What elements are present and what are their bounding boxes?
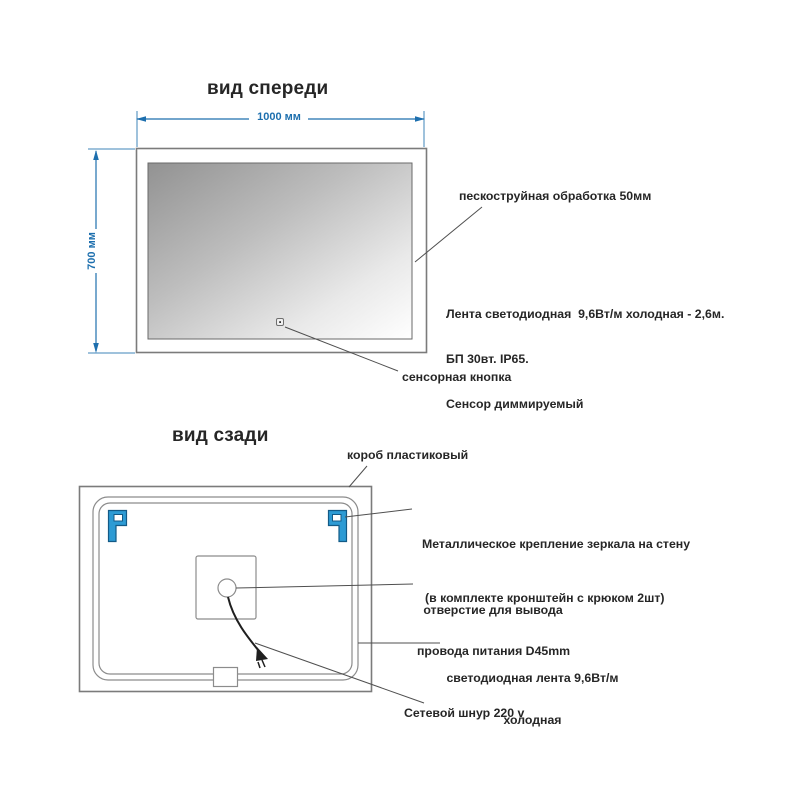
mount-label-line2: (в комплекте кронштейн с крюком 2шт) xyxy=(425,591,665,605)
led-spec-line1: Лента светодиодная 9,6Вт/м холодная - 2,6м. xyxy=(446,307,725,321)
front-view-title: вид спереди xyxy=(207,78,329,99)
led-strip-label-line1: светодиодная лента 9,6Вт/м xyxy=(446,671,619,685)
back-view-title: вид сзади xyxy=(172,425,269,446)
height-dimension-label: 700 мм xyxy=(86,232,98,270)
junction-box xyxy=(214,668,238,687)
sensor-button-label: сенсорная кнопка xyxy=(402,370,512,384)
mount-label-line1: Металлическое крепление зеркала на стену xyxy=(422,537,691,551)
width-dimension-label: 1000 мм xyxy=(257,111,301,123)
plastic-box-label: короб пластиковый xyxy=(347,448,469,462)
led-spec-line3: Сенсор диммируемый xyxy=(446,397,584,411)
sensor-button-icon xyxy=(277,319,284,326)
led-spec-block xyxy=(446,277,724,442)
power-cord-label: Сетевой шнур 220 v xyxy=(404,706,525,720)
hole-label-line2: провода питания D45mm xyxy=(417,643,571,658)
mirror-surface xyxy=(148,163,412,339)
led-strip-label-block xyxy=(442,643,623,755)
cable-hole xyxy=(218,579,236,597)
hole-label-line1: отверстие для вывода xyxy=(423,603,563,617)
led-spec-line2: БП 30вт. IP65. xyxy=(446,352,529,366)
led-strip-label-line2: холодная xyxy=(503,713,562,727)
sandblast-label: пескоструйная обработка 50мм xyxy=(459,189,652,203)
plastic-box-leader-line xyxy=(349,466,367,487)
